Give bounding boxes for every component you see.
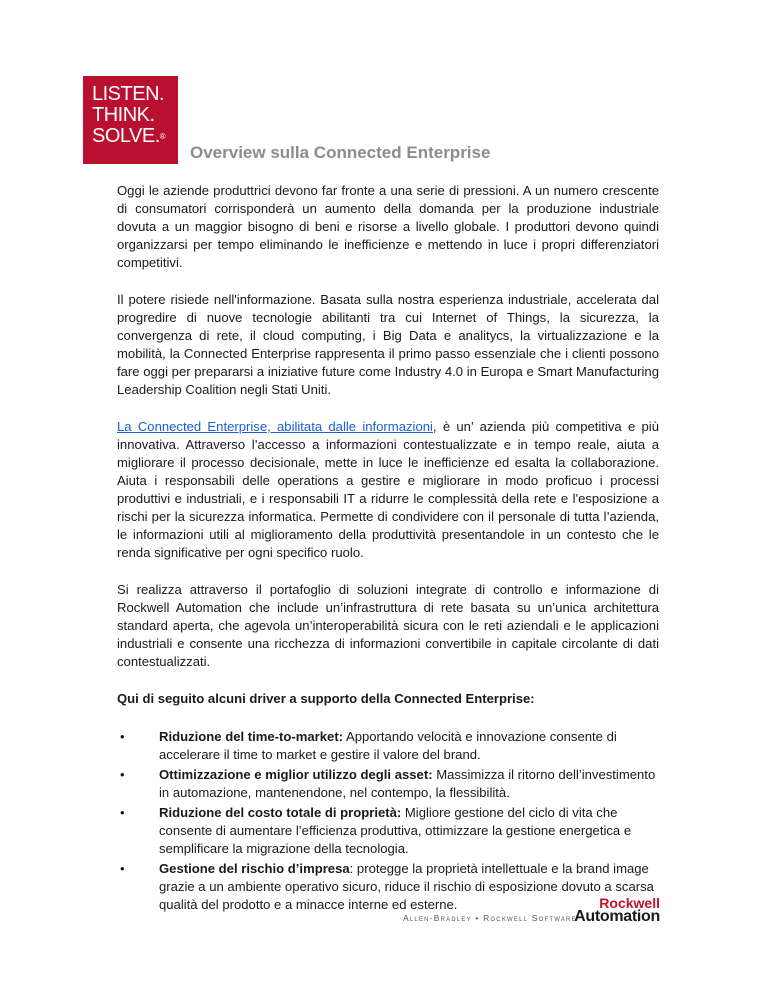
- page-title: Overview sulla Connected Enterprise: [190, 143, 491, 162]
- bullet-icon: •: [120, 767, 125, 782]
- list-item: • Gestione del rischio d’impresa: protegge la proprietà intellettuale e la brand image grazie a un ambiente operativo sicuro, riduce il rischio di esposizione dovuto a scarsa qualità del prodotto e a minacce interne ed esterne.: [120, 861, 654, 912]
- logo-line-2: THINK.: [92, 104, 155, 126]
- list-item: • Riduzione del time-to-market: Apportando velocità e innovazione consente di accelerare il time to market e gestire il valore del brand.: [120, 729, 617, 762]
- brand-line-2: Automation: [574, 908, 660, 925]
- bullet-icon: •: [120, 729, 125, 744]
- document-body: [117, 182, 659, 916]
- logo-line-3: SOLVE.®: [92, 125, 166, 147]
- paragraph-3: [117, 418, 659, 562]
- paragraph-3-text: , è un’ azienda più competitiva e più innovativa. Attraverso l’accesso a informazioni contestualizzate e in tempo reale, aiuta a migliorare il processo decisionale, mette in luce le inefficienze ed esalta la collaborazione. Aiuta i responsabili delle operations a gestire e migliorare in modo proficuo i processi produttivi e industriali, e i responsabili IT a ridurre le complessità della rete e l'esposizione a rischi per la sicurezza informatica. Permette di condividere con il personale di tutta l’azienda, le informazioni utili al miglioramento della produttività presentandole in un contesto che le renda significative per ogni specifico ruolo.: [117, 419, 659, 560]
- connected-enterprise-link[interactable]: La Connected Enterprise, abilitata dalle informazioni: [117, 419, 433, 434]
- paragraph-4: Si realizza attraverso il portafoglio di soluzioni integrate di controllo e informazione di Rockwell Automation che include un’infrastruttura di rete basata su un’unica architettura standard aperta, che agevola un’interoperabilità sicura con le reti aziendali e le applicazioni industriali e consente una ricchezza di informazioni convertibile in capitale circolante di dati contestualizzati.: [117, 582, 659, 669]
- drivers-heading: Qui di seguito alcuni driver a supporto della Connected Enterprise:: [117, 691, 535, 706]
- bullet-icon: •: [120, 805, 125, 820]
- listen-think-solve-logo: [83, 76, 178, 164]
- paragraph-2: Il potere risiede nell'informazione. Basata sulla nostra esperienza industriale, accelerata dal progredire di nuove tecnologie abilitanti tra cui Internet of Things, la sicurezza, la convergenza di rete, il cloud computing, i Big Data e analitycs, la virtualizzazione e la mobilità, la Connected Enterprise rappresenta il primo passo essenziale che i clienti possono fare oggi per prepararsi a iniziative future come Industry 4.0 in Europa e Smart Manufacturing Leadership Coalition negli Stati Uniti.: [117, 292, 659, 397]
- bullet-icon: •: [120, 861, 125, 876]
- list-item: • Ottimizzazione e miglior utilizzo degli asset: Massimizza il ritorno dell’investimento in automazione, mantenendone, nel contempo, la flessibilità.: [120, 767, 656, 800]
- list-item: • Riduzione del costo totale di proprietà: Migliore gestione del ciclo di vita che consente di aumentare l’efficienza produttiva, ottimizzare la gestione energetica e semplificare la migrazione della tecnologia.: [120, 805, 632, 856]
- footer-brands: Allen-Bradley • Rockwell Software: [403, 913, 577, 923]
- rockwell-automation-logo: [562, 896, 660, 924]
- drivers-list: [117, 728, 659, 914]
- paragraph-1: Oggi le aziende produttrici devono far fronte a una serie di pressioni. A un numero crescente di consumatori corrisponderà un aumento della domanda per la produzione industriale dovuta a un maggior bisogno di beni e risorse a livello globale. I produttori devono quindi organizzarsi per tempo eliminando le inefficienze e mettendo in luce i propri differenziatori competitivi.: [117, 183, 659, 270]
- logo-line-1: LISTEN.: [92, 83, 165, 105]
- brand-line-1: Rockwell: [599, 895, 660, 911]
